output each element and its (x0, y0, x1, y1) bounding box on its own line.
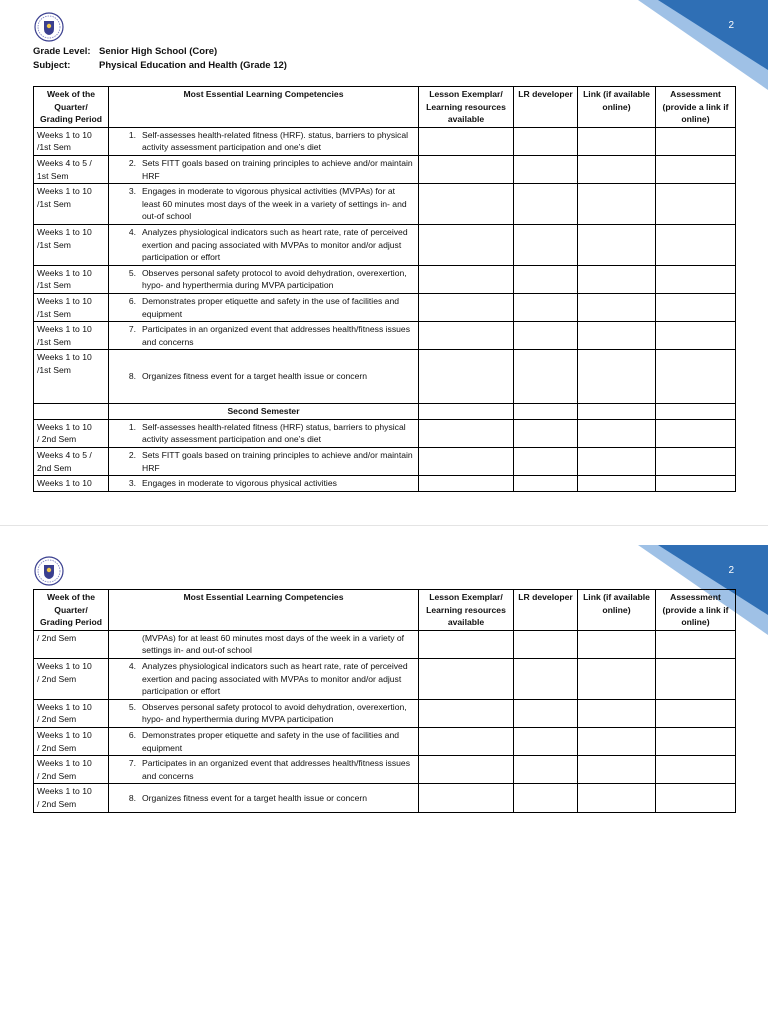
deped-seal-icon (34, 12, 64, 42)
competency-number: 3. (128, 186, 136, 197)
link-cell (578, 784, 656, 812)
assessment-cell (656, 727, 736, 755)
competency-cell (109, 265, 419, 293)
link-cell (578, 727, 656, 755)
lesson-cell (419, 224, 514, 265)
assessment-cell (656, 224, 736, 265)
lesson-cell (419, 419, 514, 447)
week-cell: Weeks 1 to 10 / 2nd Sem (34, 727, 109, 755)
week-cell: Weeks 4 to 5 / 2nd Sem (34, 448, 109, 476)
competency-text: (MVPAs) for at least 60 minutes most days of the week in a variety of settings in- and out-of school (142, 632, 405, 656)
competency-table-2 (33, 589, 736, 813)
lr-cell (514, 155, 578, 183)
lesson-cell (419, 448, 514, 476)
table-row (34, 448, 736, 476)
table-row (34, 350, 736, 404)
week-cell: Weeks 1 to 10 /1st Sem (34, 184, 109, 225)
lr-cell (514, 184, 578, 225)
semester-row (34, 404, 736, 420)
week-cell: Weeks 1 to 10 / 2nd Sem (34, 658, 109, 699)
table-row (34, 155, 736, 183)
table-row (34, 699, 736, 727)
link-cell (578, 658, 656, 699)
document-page-2 (0, 545, 768, 1024)
week-cell: Weeks 1 to 10 /1st Sem (34, 293, 109, 321)
link-cell (578, 404, 656, 420)
competency-number: 2. (128, 450, 136, 461)
header-lr-developer: LR developer (514, 87, 578, 128)
lr-cell (514, 127, 578, 155)
assessment-cell (656, 756, 736, 784)
link-cell (578, 127, 656, 155)
header-assessment: Assessment (provide a link if online) (656, 590, 736, 631)
assessment-cell (656, 419, 736, 447)
assessment-cell (656, 630, 736, 658)
competency-table-1 (33, 86, 736, 492)
week-cell: / 2nd Sem (34, 630, 109, 658)
competency-text: Observes personal safety protocol to avoid dehydration, overexertion, hypo- and hyperthermia during MVPA participation (142, 267, 407, 291)
page-separator (0, 525, 768, 546)
lesson-cell (419, 756, 514, 784)
assessment-cell (656, 448, 736, 476)
competency-cell (109, 448, 419, 476)
competency-cell (109, 630, 419, 658)
competency-number: 6. (128, 729, 136, 740)
table-row (34, 476, 736, 492)
lr-cell (514, 322, 578, 350)
competency-text: Analyzes physiological indicators such as heart rate, rate of perceived exertion and pacing associated with MVPAs to monitor and/or adjust participation or effort (142, 660, 408, 697)
lesson-cell (419, 784, 514, 812)
competency-cell (109, 293, 419, 321)
competency-text: Demonstrates proper etiquette and safety in the use of facilities and equipment (142, 295, 400, 319)
table-header-row (34, 87, 736, 128)
competency-cell (109, 224, 419, 265)
competency-number: 3. (128, 478, 136, 489)
lr-cell (514, 404, 578, 420)
link-cell (578, 293, 656, 321)
lesson-cell (419, 322, 514, 350)
header-competencies: Most Essential Learning Competencies (109, 590, 419, 631)
lr-cell (514, 419, 578, 447)
lesson-cell (419, 155, 514, 183)
header-lr-developer: LR developer (514, 590, 578, 631)
table-header-row (34, 590, 736, 631)
assessment-cell (656, 699, 736, 727)
competency-cell (109, 127, 419, 155)
table-row (34, 419, 736, 447)
competency-cell (109, 658, 419, 699)
link-cell (578, 756, 656, 784)
week-cell: Weeks 1 to 10 /1st Sem (34, 322, 109, 350)
lesson-cell (419, 293, 514, 321)
week-cell: Weeks 1 to 10 / 2nd Sem (34, 784, 109, 812)
header-link: Link (if available online) (578, 590, 656, 631)
deped-seal-icon (34, 556, 64, 586)
lesson-cell (419, 476, 514, 492)
grade-level-label: Grade Level: (33, 46, 91, 57)
competency-cell (109, 756, 419, 784)
header-week: Week of the Quarter/ Grading Period (34, 87, 109, 128)
assessment-cell (656, 293, 736, 321)
competency-number: 4. (128, 226, 136, 237)
week-cell: Weeks 1 to 10 / 2nd Sem (34, 419, 109, 447)
corner-decoration (638, 0, 768, 90)
assessment-cell (656, 127, 736, 155)
week-cell: Weeks 1 to 10 /1st Sem (34, 350, 109, 404)
table-row (34, 784, 736, 812)
table-row (34, 184, 736, 225)
assessment-cell (656, 265, 736, 293)
link-cell (578, 350, 656, 404)
competency-cell (109, 727, 419, 755)
lesson-cell (419, 350, 514, 404)
competency-number: 7. (128, 758, 136, 769)
lr-cell (514, 658, 578, 699)
competency-number: 6. (128, 295, 136, 306)
lesson-cell (419, 658, 514, 699)
competency-text: Participates in an organized event that addresses health/fitness issues and concerns (142, 758, 410, 781)
assessment-cell (656, 476, 736, 492)
week-cell: Weeks 1 to 10 /1st Sem (34, 265, 109, 293)
document-meta (33, 45, 287, 73)
lr-cell (514, 699, 578, 727)
link-cell (578, 155, 656, 183)
table-row (34, 322, 736, 350)
competency-text: Organizes fitness event for a target health issue or concern (142, 371, 367, 382)
competency-text: Demonstrates proper etiquette and safety in the use of facilities and equipment (142, 729, 400, 753)
second-semester-label: Second Semester (109, 404, 419, 420)
competency-number: 1. (128, 421, 136, 432)
header-link: Link (if available online) (578, 87, 656, 128)
competency-cell (109, 322, 419, 350)
competency-text: Analyzes physiological indicators such as heart rate, rate of perceived exertion and pacing associated with MVPAs to monitor and/or adjust participation or effort (142, 226, 408, 263)
lesson-cell (419, 699, 514, 727)
assessment-cell (656, 350, 736, 404)
competency-text: Engages in moderate to vigorous physical activities (142, 478, 337, 489)
lr-cell (514, 756, 578, 784)
competency-text: Observes personal safety protocol to avoid dehydration, overexertion, hypo- and hyperthermia during MVPA participation (142, 701, 407, 725)
lesson-cell (419, 630, 514, 658)
competency-text: Sets FITT goals based on training principles to achieve and/or maintain HRF (142, 157, 413, 181)
week-cell: Weeks 1 to 10 /1st Sem (34, 224, 109, 265)
competency-number: 5. (128, 701, 136, 712)
assessment-cell (656, 155, 736, 183)
competency-text: Engages in moderate to vigorous physical activities (MVPAs) for at least 60 minutes most days of the week in a variety of settings in- and out-of school (142, 186, 407, 222)
competency-text: Self-assesses health-related fitness (HRF) status, barriers to physical activity assessment participation and one’s diet (142, 421, 406, 445)
table-row (34, 293, 736, 321)
table-row (34, 127, 736, 155)
competency-number: 5. (128, 267, 136, 278)
competency-number: 8. (128, 792, 136, 803)
competency-number: 2. (128, 157, 136, 168)
link-cell (578, 419, 656, 447)
semester-week-cell (34, 404, 109, 420)
link-cell (578, 265, 656, 293)
competency-cell (109, 184, 419, 225)
competency-cell (109, 155, 419, 183)
competency-text: Organizes fitness event for a target health issue or concern (142, 792, 367, 803)
lesson-cell (419, 184, 514, 225)
header-lesson-exemplar: Lesson Exemplar/ Learning resources available (419, 87, 514, 128)
competency-cell (109, 699, 419, 727)
week-cell: Weeks 4 to 5 / 1st Sem (34, 155, 109, 183)
lr-cell (514, 476, 578, 492)
link-cell (578, 448, 656, 476)
subject-value: Physical Education and Health (Grade 12) (99, 60, 287, 71)
lr-cell (514, 727, 578, 755)
competency-number: 7. (128, 324, 136, 335)
competency-cell (109, 784, 419, 812)
competency-number: 4. (128, 660, 136, 671)
link-cell (578, 224, 656, 265)
lesson-cell (419, 127, 514, 155)
lr-cell (514, 293, 578, 321)
assessment-cell (656, 322, 736, 350)
header-assessment: Assessment (provide a link if online) (656, 87, 736, 128)
competency-cell (109, 476, 419, 492)
link-cell (578, 699, 656, 727)
competency-text: Sets FITT goals based on training principles to achieve and/or maintain HRF (142, 450, 413, 473)
link-cell (578, 184, 656, 225)
grade-level-value: Senior High School (Core) (99, 46, 218, 57)
page-number: 2 (728, 565, 734, 576)
lesson-cell (419, 265, 514, 293)
competency-text: Participates in an organized event that addresses health/fitness issues and concerns (142, 324, 410, 347)
lr-cell (514, 350, 578, 404)
week-cell: Weeks 1 to 10 /1st Sem (34, 127, 109, 155)
lesson-cell (419, 727, 514, 755)
page-number: 2 (728, 20, 734, 31)
lr-cell (514, 448, 578, 476)
competency-number: 1. (128, 129, 136, 140)
week-cell: Weeks 1 to 10 / 2nd Sem (34, 699, 109, 727)
lr-cell (514, 630, 578, 658)
table-row (34, 727, 736, 755)
lr-cell (514, 265, 578, 293)
assessment-cell (656, 658, 736, 699)
table-row (34, 756, 736, 784)
subject-label: Subject: (33, 60, 71, 71)
lr-cell (514, 224, 578, 265)
assessment-cell (656, 404, 736, 420)
week-cell: Weeks 1 to 10 (34, 476, 109, 492)
competency-number: 8. (128, 371, 136, 382)
header-lesson-exemplar: Lesson Exemplar/ Learning resources available (419, 590, 514, 631)
lesson-cell (419, 404, 514, 420)
week-cell: Weeks 1 to 10 / 2nd Sem (34, 756, 109, 784)
table-row (34, 630, 736, 658)
link-cell (578, 476, 656, 492)
table-row (34, 658, 736, 699)
assessment-cell (656, 784, 736, 812)
competency-text: Self-assesses health-related fitness (HRF). status, barriers to physical activity assessment participation and one’s diet (142, 129, 409, 153)
header-competencies: Most Essential Learning Competencies (109, 87, 419, 128)
assessment-cell (656, 184, 736, 225)
competency-cell (109, 419, 419, 447)
link-cell (578, 630, 656, 658)
lr-cell (514, 784, 578, 812)
link-cell (578, 322, 656, 350)
header-week: Week of the Quarter/ Grading Period (34, 590, 109, 631)
table-row (34, 265, 736, 293)
table-row (34, 224, 736, 265)
competency-cell (109, 350, 419, 404)
